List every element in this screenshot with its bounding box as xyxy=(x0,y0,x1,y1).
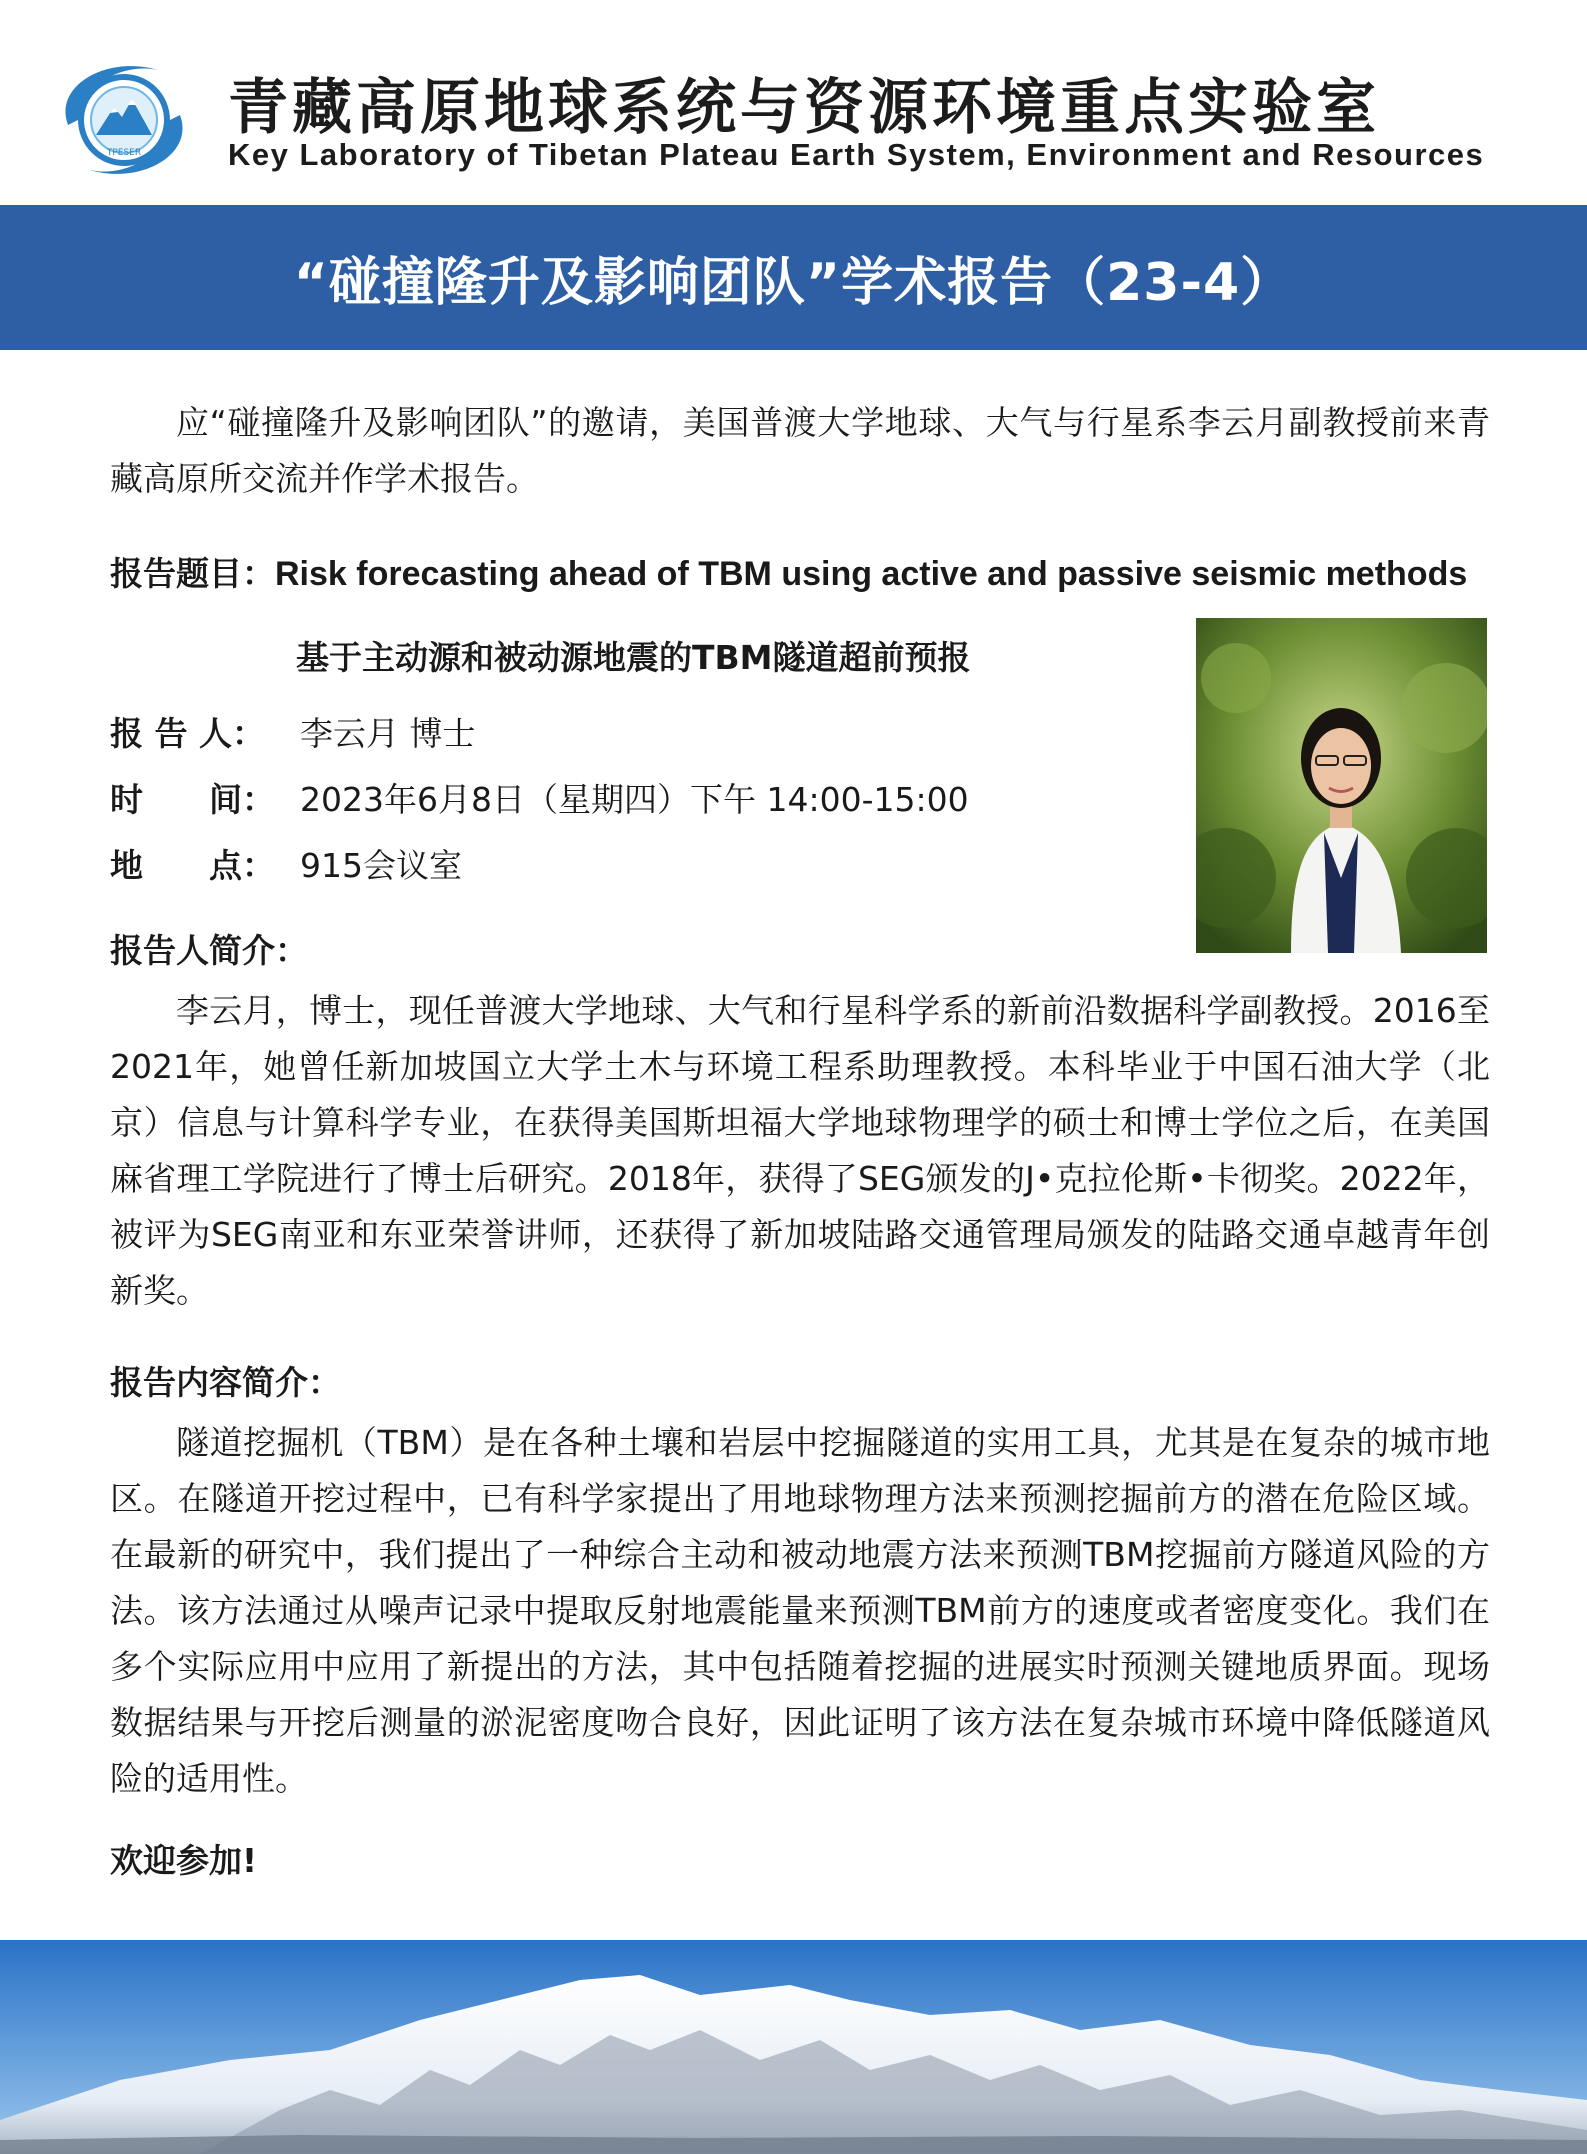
talk-title-row xyxy=(110,548,1467,595)
intro-section xyxy=(110,395,1490,507)
bio-section xyxy=(110,983,1490,1319)
org-name-en: Key Laboratory of Tibetan Plateau Earth System, Environment and Resources xyxy=(228,137,1485,172)
intro-paragraph: 应“碰撞隆升及影响团队”的邀请，美国普渡大学地球、大气与行星系李云月副教授前来青藏高原所交流并作学术报告。 xyxy=(110,403,1490,498)
time-label: 时 间： xyxy=(110,780,275,819)
header xyxy=(0,0,1587,205)
talk-title-label: 报告题目： xyxy=(110,554,275,593)
talk-place: 915会议室 xyxy=(300,846,462,885)
talk-title-en: Risk forecasting ahead of TBM using active and passive seismic methods xyxy=(275,555,1468,593)
speaker-photo-image xyxy=(1196,618,1487,953)
talk-title-cn: 基于主动源和被动源地震的TBM隧道超前预报 xyxy=(296,638,971,677)
mountain-footer-image xyxy=(0,1940,1587,2154)
abstract-section xyxy=(110,1415,1490,1807)
logo-text: TPESER xyxy=(106,148,142,158)
place-label: 地 点： xyxy=(110,846,275,885)
speaker-label: 报 告 人： xyxy=(110,714,265,753)
abstract-heading: 报告内容简介： xyxy=(110,1363,341,1402)
bio-heading: 报告人简介： xyxy=(110,931,308,970)
time-row xyxy=(110,774,969,821)
speaker-row xyxy=(110,708,476,755)
report-title: “碰撞隆升及影响团队”学术报告（23-4） xyxy=(293,253,1294,313)
place-row xyxy=(110,840,462,887)
speaker-name: 李云月 博士 xyxy=(300,714,476,753)
closing-text: 欢迎参加! xyxy=(110,1841,258,1880)
talk-time: 2023年6月8日（星期四）下午 14:00-15:00 xyxy=(300,780,969,819)
speaker-photo xyxy=(1196,618,1487,953)
bio-paragraph: 李云月，博士，现任普渡大学地球、大气和行星科学系的新前沿数据科学副教授。2016至2021年，她曾任新加坡国立大学土木与环境工程系助理教授。本科毕业于中国石油大学（北京）信息与计算科学专业，在获得美国斯坦福大学地球物理学的硕士和博士学位之后，在美国麻省理工学院进行了博士后研究。2018年，获得了SEG颁发的J•克拉伦斯•卡彻奖。2022年，被评为SEG南亚和东亚荣誉讲师，还获得了新加坡陆路交通管理局颁发的陆路交通卓越青年创新奖。 xyxy=(110,991,1490,1310)
org-name-cn: 青藏高原地球系统与资源环境重点实验室 xyxy=(228,73,1380,143)
lab-logo xyxy=(48,55,200,185)
title-banner xyxy=(0,205,1587,350)
abstract-paragraph: 隧道挖掘机（TBM）是在各种土壤和岩层中挖掘隧道的实用工具，尤其是在复杂的城市地区。在隧道开挖过程中，已有科学家提出了用地球物理方法来预测挖掘前方的潜在危险区域。在最新的研究中，我们提出了一种综合主动和被动地震方法来预测TBM挖掘前方隧道风险的方法。该方法通过从噪声记录中提取反射地震能量来预测TBM前方的速度或者密度变化。我们在多个实际应用中应用了新提出的方法，其中包括随着挖掘的进展实时预测关键地质界面。现场数据结果与开挖后测量的淤泥密度吻合良好，因此证明了该方法在复杂城市环境中降低隧道风险的适用性。 xyxy=(110,1423,1490,1798)
